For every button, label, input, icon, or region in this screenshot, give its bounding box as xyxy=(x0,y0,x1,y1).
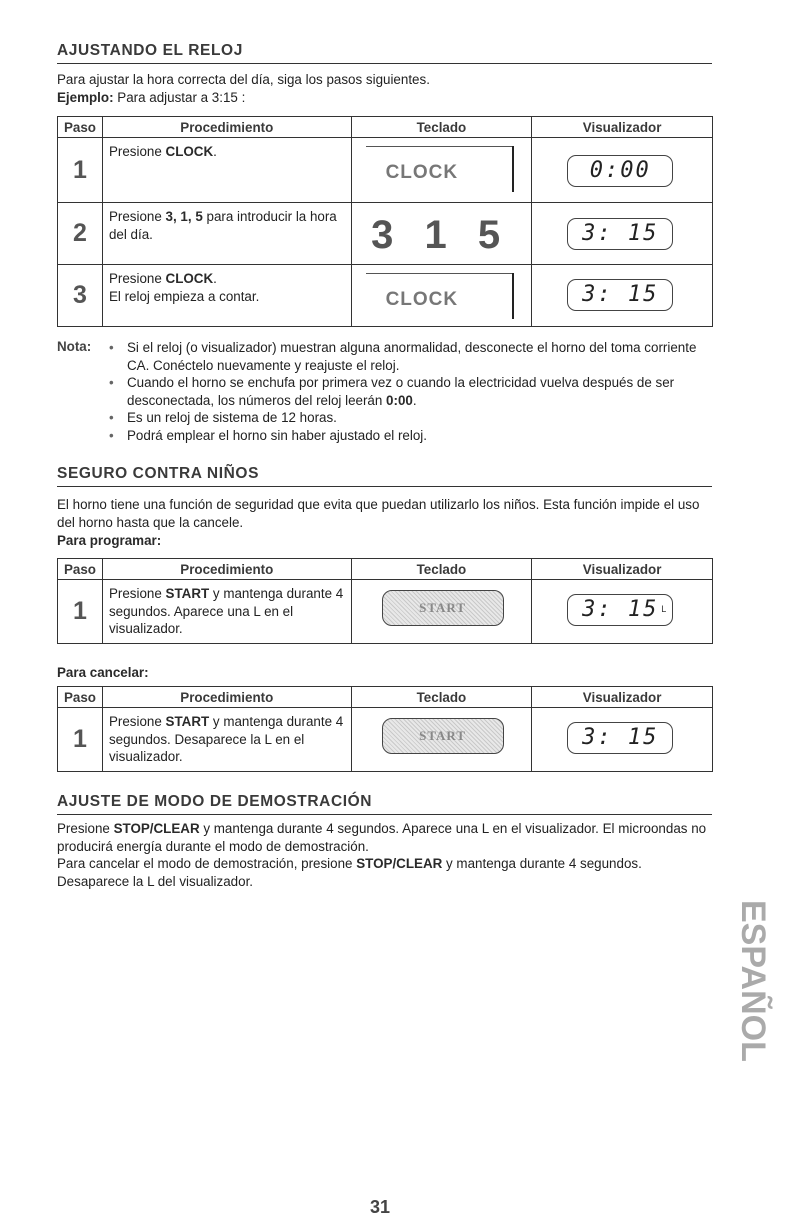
display-cell xyxy=(532,203,713,265)
notes-list xyxy=(103,339,715,444)
clock-key[interactable]: CLOCK xyxy=(366,273,514,319)
note-label: Nota: xyxy=(57,339,92,354)
col-visualizador: Visualizador xyxy=(532,117,713,138)
step-number: 2 xyxy=(58,203,103,265)
step-procedure: Presione START y mantenga durante 4 segundos. Desaparece la L en el visualizador. xyxy=(102,708,351,772)
col-procedimiento: Procedimiento xyxy=(102,687,351,708)
col-teclado: Teclado xyxy=(351,117,532,138)
lcd-display: 0:00 xyxy=(567,155,673,187)
col-visualizador: Visualizador xyxy=(532,687,713,708)
keypad-cell xyxy=(351,138,532,203)
child-lock-intro: El horno tiene una función de seguridad que evita que puedan utilizarlo los niños. Esta función impide el uso del horno hasta que la cancele. xyxy=(57,497,700,530)
lock-indicator: L xyxy=(661,604,667,614)
keypad-cell xyxy=(351,708,532,772)
step-number: 1 xyxy=(58,580,103,644)
start-button[interactable]: START xyxy=(382,590,504,626)
section-title-child-lock: SEGURO CONTRA NIÑOS xyxy=(57,465,260,482)
section-rule xyxy=(57,63,712,64)
step-number: 3 xyxy=(58,265,103,327)
table-row xyxy=(58,580,713,644)
step-number: 1 xyxy=(58,708,103,772)
step-procedure: Presione CLOCK. El reloj empieza a contar. xyxy=(102,265,351,327)
lcd-display: 3: 15 xyxy=(567,279,673,311)
section-rule xyxy=(57,486,712,487)
child-lock-cancel-table xyxy=(57,686,713,772)
start-button[interactable]: START xyxy=(382,718,504,754)
section-title-clock: AJUSTANDO EL RELOJ xyxy=(57,42,243,59)
step-procedure: Presione CLOCK. xyxy=(102,138,351,203)
col-procedimiento: Procedimiento xyxy=(102,559,351,580)
list-item: • Cuando el horno se enchufa por primera vez o cuando la electricidad vuelva después de ser desconectada, los números del reloj leerán 0:00. xyxy=(103,374,715,409)
keypad-cell xyxy=(351,265,532,327)
table-row xyxy=(58,138,713,203)
lcd-display: 3: 15 xyxy=(567,218,673,250)
col-paso: Paso xyxy=(58,687,103,708)
display-cell xyxy=(532,580,713,644)
table-row xyxy=(58,203,713,265)
lcd-display: 3: 15 L xyxy=(567,594,673,626)
section-rule xyxy=(57,814,712,815)
col-teclado: Teclado xyxy=(351,559,532,580)
display-cell xyxy=(532,708,713,772)
step-procedure: Presione 3, 1, 5 para introducir la hora del día. xyxy=(102,203,351,265)
list-item: • Podrá emplear el horno sin haber ajustado el reloj. xyxy=(103,427,715,445)
col-visualizador: Visualizador xyxy=(532,559,713,580)
section-title-demo-mode: AJUSTE DE MODO DE DEMOSTRACIÓN xyxy=(57,793,373,810)
clock-key[interactable]: CLOCK xyxy=(366,146,514,192)
col-teclado: Teclado xyxy=(351,687,532,708)
col-paso: Paso xyxy=(58,117,103,138)
demo-mode-paragraph: Presione STOP/CLEAR y mantenga durante 4 segundos. Aparece una L en el visualizador. El microondas no producirá energía durante el modo de demostración. Para cancelar el modo de demostración, presione STOP/CLEAR y mantenga durante 4 segundos. Desaparece la L del visualizador. xyxy=(57,821,707,889)
program-label: Para programar: xyxy=(57,533,162,548)
display-cell xyxy=(532,138,713,203)
lcd-display: 3: 15 xyxy=(567,722,673,754)
col-procedimiento: Procedimiento xyxy=(102,117,351,138)
cancel-label: Para cancelar: xyxy=(57,665,149,680)
child-lock-program-table xyxy=(57,558,713,644)
step-number: 1 xyxy=(58,138,103,203)
clock-steps-table xyxy=(57,116,713,327)
number-keys[interactable]: 3 1 5 xyxy=(371,213,511,257)
list-item: • Es un reloj de sistema de 12 horas. xyxy=(103,409,715,427)
list-item: • Si el reloj (o visualizador) muestran alguna anormalidad, desconecte el horno del toma corriente CA. Conéctelo nuevamente y reajuste el reloj. xyxy=(103,339,715,374)
keypad-cell xyxy=(351,580,532,644)
table-row xyxy=(58,265,713,327)
col-paso: Paso xyxy=(58,559,103,580)
display-cell xyxy=(532,265,713,327)
step-procedure: Presione START y mantenga durante 4 segundos. Aparece una L en el visualizador. xyxy=(102,580,351,644)
language-tab: ESPAÑOL xyxy=(734,900,772,1062)
keypad-cell xyxy=(351,203,532,265)
table-row xyxy=(58,708,713,772)
page-number: 31 xyxy=(370,1197,391,1217)
clock-intro: Para ajustar la hora correcta del día, siga los pasos siguientes. Ejemplo: Para adjustar a 3:15 : xyxy=(57,72,430,105)
